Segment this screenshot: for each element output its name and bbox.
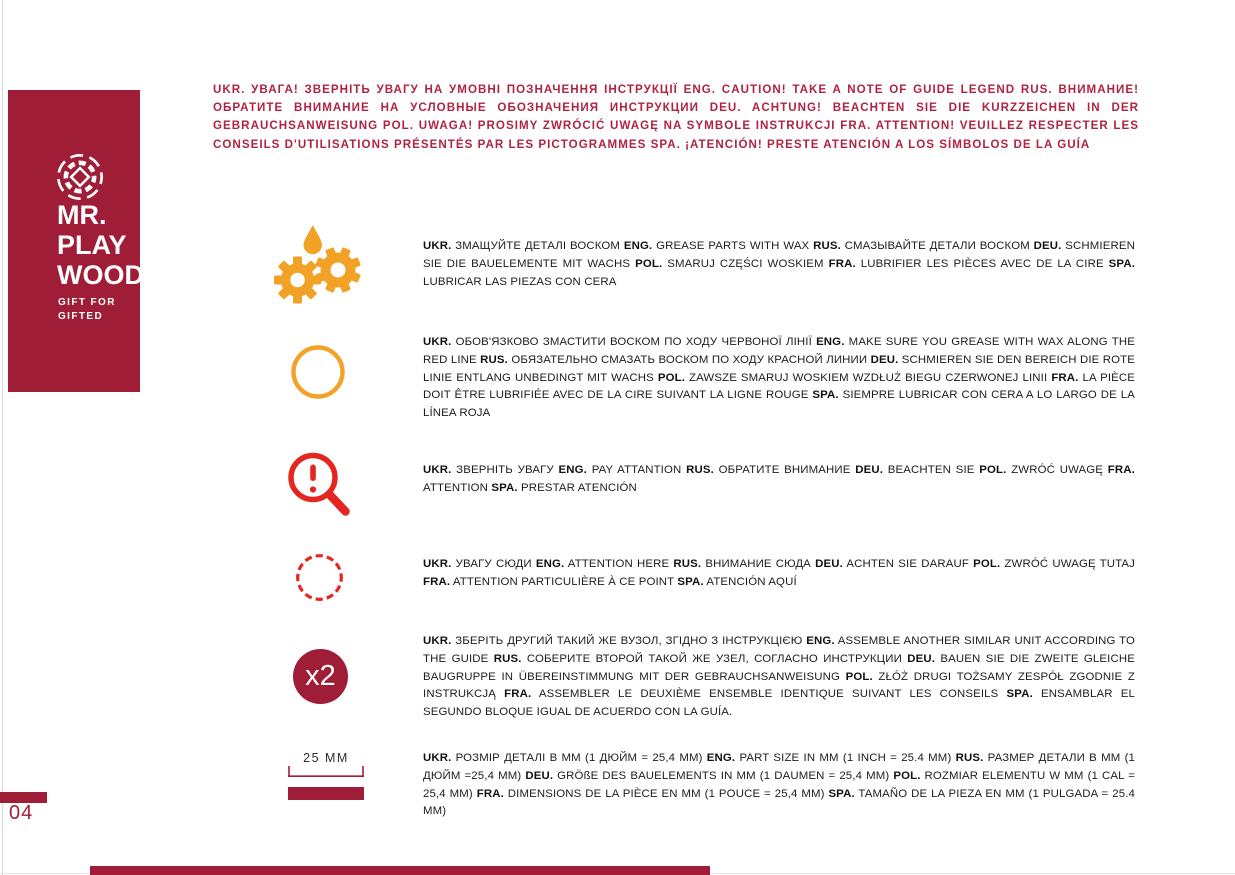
- language-label: FRA.: [840, 119, 872, 133]
- playwood-rosette-icon: [55, 152, 105, 202]
- language-label: RUS.: [480, 353, 508, 366]
- brand-tagline: [58, 296, 116, 323]
- language-label: DEU.: [525, 769, 554, 782]
- language-label: POL.: [973, 558, 1001, 570]
- language-label: FRA.: [423, 575, 451, 588]
- language-label: POL.: [893, 769, 921, 782]
- ruler-dimension-graphic: [288, 766, 364, 801]
- language-label: POL.: [657, 371, 686, 384]
- language-label: ENG.: [683, 83, 717, 96]
- tagline-line-2: GIFTED: [58, 310, 104, 322]
- language-label: SPA.: [828, 787, 855, 800]
- language-label: UKR.: [423, 336, 452, 348]
- page-left-edge: [2, 0, 3, 875]
- language-label: POL.: [845, 670, 873, 683]
- wax-line-circle-icon: [291, 345, 345, 399]
- legend-row-red-line: UKR. ОБОВ'ЯЗКОВО ЗМАСТИТИ ВОСКОМ ПО ХОДУ ЧЕРВОНОЇ ЛІНІЇ ENG. MAKE SURE YOU GREASE WITH WAX ALONG THE RED LINE RUS. ОБЯЗАТЕЛЬНО СМАЗАТЬ ВОСКОМ ПО ХОДУ КРАСНОЙ ЛИНИИ DEU. SCHMIEREN SIE DEN BEREICH DIE ROTE LINIE ENTLANG UNBEDINGT MIT WACHS POL. ZAWSZE SMARUJ WOSKIEM WZDŁUŻ BIEGU CZERWONEJ LINII FRA. LA PIÈCE DOIT ÊTRE LUBRIFIÉE AVEC DE LA CIRE SUIVANT LA LIGNE ROUGE SPA. SIEMPRE LUBRICAR CON CERA A LO LARGO DE LA LÍNEA ROJA: [423, 336, 1136, 420]
- language-label: ENG.: [623, 240, 653, 252]
- language-label: RUS.: [813, 240, 841, 252]
- language-label: SPA.: [491, 481, 518, 494]
- language-label: DEU.: [1033, 240, 1062, 252]
- language-label: UKR.: [423, 464, 452, 476]
- language-label: RUS.: [955, 752, 984, 764]
- legend-row-grease: UKR. ЗМАЩУЙТЕ ДЕТАЛІ ВОСКОМ ENG. GREASE PARTS WITH WAX RUS. СМАЗЫВАЙТЕ ДЕТАЛИ ВОСКОМ DEU. SCHMIEREN SIE DIE BAUELEMENTE MIT WACHS POL. SMARUJ CZĘŚCI WOSKIEM FRA. LUBRIFIER LES PIÈCES AVEC DE LA CIRE SPA. LUBRICAR LAS PIEZAS CON CERA: [423, 240, 1136, 288]
- language-label: SPA.: [677, 575, 704, 588]
- language-label: SPA.: [650, 137, 681, 151]
- language-label: ENG.: [706, 752, 736, 764]
- language-label: FRA.: [828, 257, 856, 270]
- language-label: SPA.: [812, 389, 839, 402]
- language-label: FRA.: [1107, 464, 1135, 476]
- legend-row-assemble-x2: UKR. ЗБЕРІТЬ ДРУГИЙ ТАКИЙ ЖЕ ВУЗОЛ, ЗГІДНО З ІНСТРУКЦІЄЮ ENG. ASSEMBLE ANOTHER SIMILAR UNIT ACCORDING TO THE GUIDE RUS. СОБЕРИТЕ ВТОРОЙ ТАКОЙ ЖЕ УЗЕЛ, СОГЛАСНО ИНСТРУКЦИИ DEU. BAUEN SIE DIE ZWEITE GLEICHE BAUGRUPPE IN ÜBEREINSTIMMUNG MIT DER GEBRAUCHSANWEISUNG POL. ZŁÓŻ DRUGI TOŻSAMY ZESPÓŁ ZGODNIE Z INSTRUKCJĄ FRA. ASSEMBLER LE DEUXIÈME ENSEMBLE IDENTIQUE SUIVANT LES CONSEILS SPA. ENSAMBLAR EL SEGUNDO BLOQUE IGUAL DE ACUERDO CON LA GUÍA.: [423, 635, 1135, 719]
- page-number: 04: [9, 802, 34, 824]
- language-label: UKR.: [423, 635, 452, 647]
- language-label: DEU.: [815, 558, 843, 570]
- legend-row-part-size: UKR. РОЗМІР ДЕТАЛІ В ММ (1 ДЮЙМ = 25,4 ММ) ENG. PART SIZE IN MM (1 INCH = 25.4 MM) RUS. РАЗМЕР ДЕТАЛИ В ММ (1 ДЮЙМ =25,4 ММ) DEU. GRÖßE DES BAUELEMENTS IN MM (1 DAUMEN = 25,4 MM) POL. ROZMIAR ELEMENTU W MM (1 CAL = 25,4 MM) FRA. DIMENSIONS DE LA PIÈCE EN MM (1 POUCE = 25,4 MM) SPA. TAMAÑO DE LA PIEZA EN MM (1 PULGADA = 25.4 MM): [423, 752, 1136, 818]
- x2-badge-text: x2: [305, 660, 336, 692]
- brand-line-1: MR.: [57, 200, 107, 230]
- x2-multiplier-badge: [293, 649, 348, 704]
- tagline-line-1: GIFT FOR: [58, 297, 116, 308]
- language-label: RUS.: [673, 558, 702, 570]
- language-label: UKR.: [423, 240, 452, 252]
- language-label: ENG.: [806, 635, 835, 647]
- language-label: POL.: [382, 119, 415, 133]
- legend-row-attention-here: UKR. УВАГУ СЮДИ ENG. ATTENTION HERE RUS. ВНИМАНИЕ СЮДА DEU. ACHTEN SIE DARAUF POL. ZWRÓĆ UWAGĘ TUTAJ FRA. ATTENTION PARTICULIÈRE À CE POINT SPA. ATENCIÓN AQUÍ: [423, 558, 1135, 588]
- wax-gears-icon: [274, 223, 362, 306]
- language-label: UKR.: [423, 752, 452, 764]
- ruler-measurement-label: 25 MM: [303, 751, 349, 765]
- language-label: RUS.: [493, 652, 522, 665]
- language-label: SPA.: [1108, 257, 1136, 270]
- language-label: SPA.: [1006, 688, 1033, 701]
- footer-rule-bar: [90, 866, 710, 875]
- language-label: UKR.: [423, 558, 452, 570]
- brand-sidebar: [8, 90, 144, 392]
- language-label: ENG.: [558, 464, 587, 476]
- language-label: FRA.: [504, 688, 532, 701]
- language-label: ENG.: [816, 336, 845, 348]
- attention-magnifier-icon: [286, 450, 354, 518]
- language-label: UKR.: [213, 83, 246, 96]
- legend-row-pay-attention: UKR. ЗВЕРНІТЬ УВАГУ ENG. PAY ATTANTION RUS. ОБРАТИТЕ ВНИМАНИЕ DEU. BEACHTEN SIE POL. ZWRÓĆ UWAGĘ FRA. ATTENTION SPA. PRESTAR ATENCIÓN: [423, 464, 1135, 494]
- language-label: RUS.: [1020, 83, 1053, 96]
- brand-line-2: PLAY: [57, 230, 127, 260]
- language-label: ENG.: [535, 558, 565, 570]
- language-label: FRA.: [1051, 371, 1079, 384]
- language-label: POL.: [635, 257, 663, 270]
- part-size-ruler-icon: [288, 751, 364, 801]
- brand-wordmark: [57, 200, 144, 290]
- language-label: DEU.: [907, 652, 936, 665]
- language-label: RUS.: [686, 464, 714, 476]
- attention-here-dashed-circle-icon: [295, 553, 344, 602]
- language-label: DEU.: [709, 101, 742, 115]
- language-label: FRA.: [476, 787, 504, 800]
- brand-line-3: WOOD: [57, 260, 144, 290]
- language-label: POL.: [979, 464, 1007, 476]
- intro-caution-paragraph: UKR. УВАГА! ЗВЕРНІТЬ УВАГУ НА УМОВНІ ПОЗНАЧЕННЯ ІНСТРУКЦІЇ ENG. CAUTION! TAKE A NOTE OF GUIDE LEGEND RUS. ВНИМАНИЕ! ОБРАТИТЕ ВНИМАНИЕ НА УСЛОВНЫЕ ОБОЗНАЧЕНИЯ ИНСТРУКЦИИ DEU. ACHTUNG! BEACHTEN SIE DIE KURZZEICHEN IN DER GEBRAUCHSANWEISUNG POL. UWAGA! PROSIMY ZWRÓCIĆ UWAGĘ NA SYMBOLE INSTRUKCJI FRA. ATTENTION! VEUILLEZ RESPECTER LES CONSEILS D'UTILISATIONS PRÉSENTÉS PAR LES PICTOGRAMMES SPA. ¡ATENCIÓN! PRESTE ATENCIÓN A LOS SÍMBOLOS DE LA GUÍA: [213, 83, 1139, 151]
- language-label: DEU.: [870, 353, 899, 366]
- language-label: DEU.: [855, 464, 884, 476]
